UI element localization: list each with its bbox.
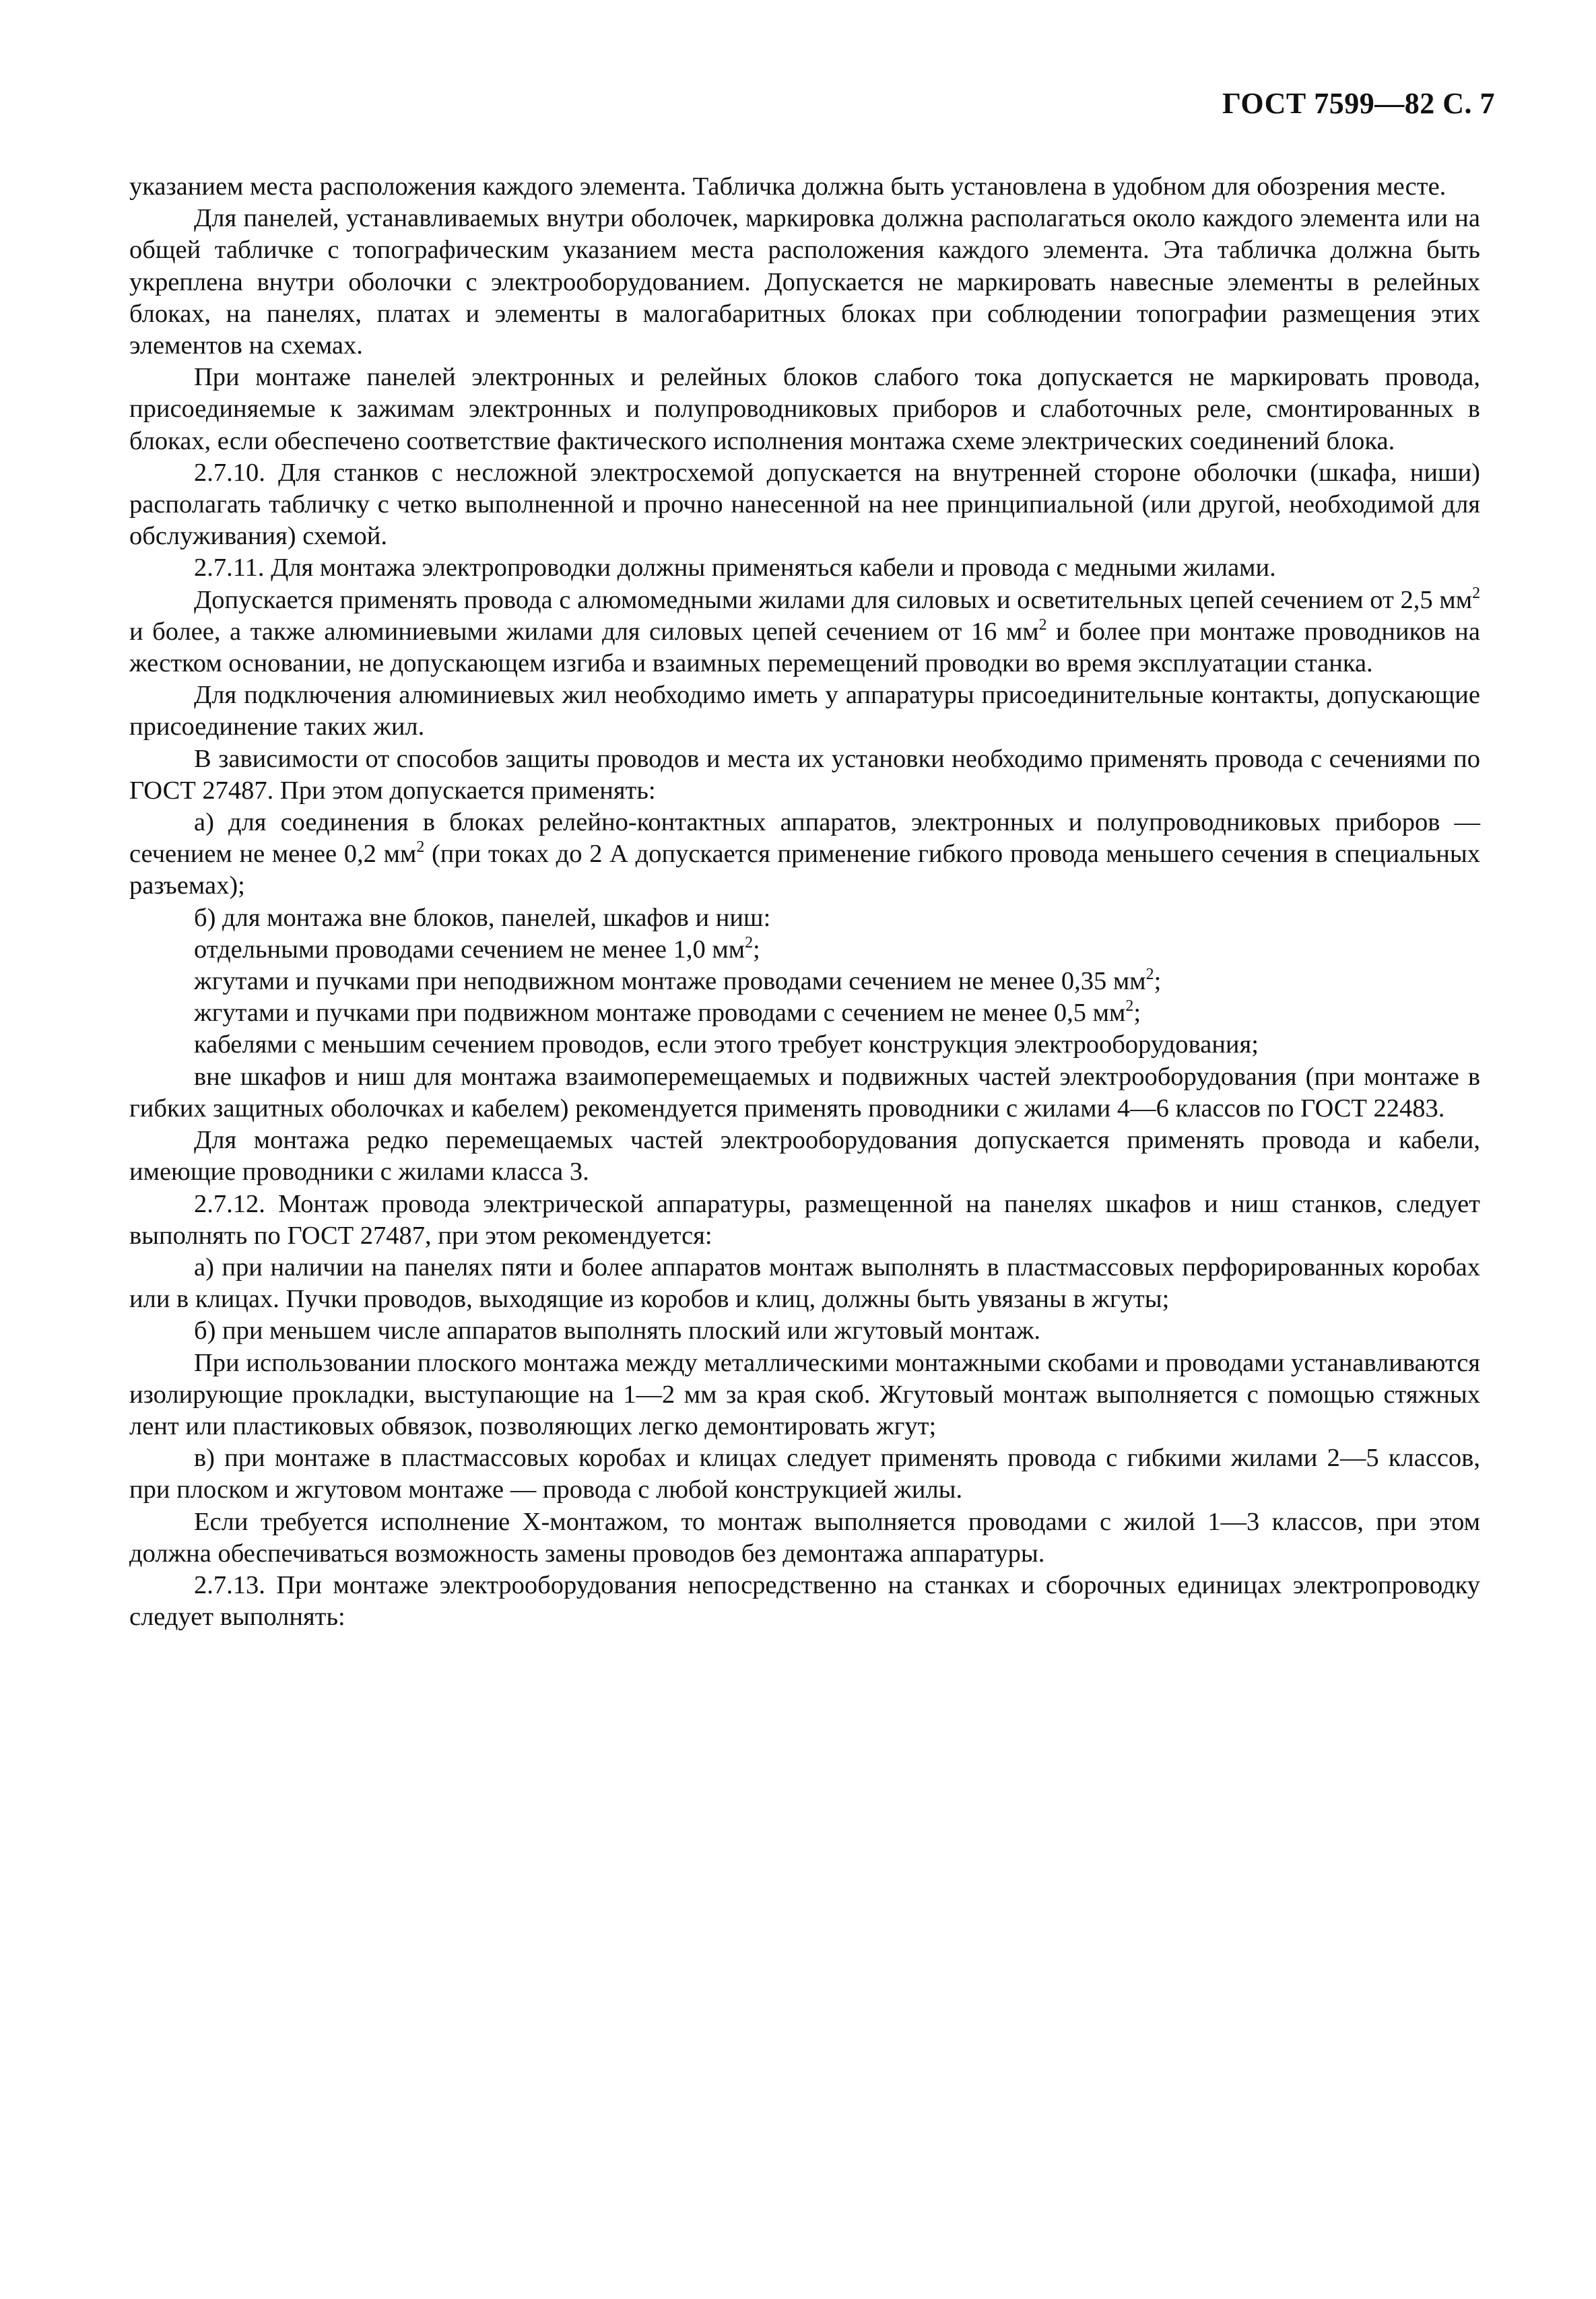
paragraph: указанием места расположения каждого элемента. Табличка должна быть установлена в удобном для обозрения месте. bbox=[129, 172, 1447, 201]
paragraph: Для монтажа редко перемещаемых частей электрооборудования допускается применять провода и кабели, имеющие проводники с жилами класса 3. bbox=[129, 1126, 1480, 1187]
clause-2-7-12: 2.7.12. Монтаж провода электрической аппаратуры, размещенной на панелях шкафов и ниш станков, следует выполнять по ГОСТ 27487, при этом рекомендуется: bbox=[129, 1189, 1480, 1250]
paragraph: Для подключения алюминиевых жил необходимо иметь у аппаратуры присоединительные контакты, допускающие присоединение таких жил. bbox=[129, 681, 1480, 741]
paragraph: При использовании плоского монтажа между металлическими монтажными скобами и проводами устанавливаются изолирующие прокладки, выступающие на 1—2 мм за края скоб. Жгутовый монтаж выполняется с помощью стяжных лент или пластиковых обвязок, позволяющих легко демонтировать жгут; bbox=[129, 1348, 1480, 1440]
sub-item: отдельными проводами сечением не менее 1,0 $мм^2$; bbox=[194, 934, 760, 964]
paragraph: Если требуется исполнение Х-монтажом, то монтаж выполняется проводами с жилой 1—3 классов, при этом должна обеспечиваться возможность замены проводов без демонтажа аппаратуры. bbox=[129, 1507, 1480, 1568]
list-item-b: б) при меньшем числе аппаратов выполнять плоский или жгутовый монтаж. bbox=[194, 1317, 1040, 1345]
sub-item: жгутами и пучками при неподвижном монтаже проводами сечением не менее 0,35 $мм^2$; bbox=[194, 966, 1162, 996]
superscript-2: 2 bbox=[1472, 584, 1480, 602]
list-item-b: б) для монтажа вне блоков, панелей, шкафов и ниш: bbox=[194, 903, 771, 932]
superscript-2: 2 bbox=[416, 838, 425, 857]
superscript-2: 2 bbox=[1125, 997, 1134, 1015]
superscript-2: 2 bbox=[745, 934, 754, 952]
list-item-a: а) при наличии на панелях пяти и более аппаратов монтаж выполнять в пластмассовых перфорированных коробах или в клицах. Пучки проводов, выходящие из коробов и клиц, должны быть увязаны в жгуты; bbox=[129, 1253, 1480, 1314]
superscript-2: 2 bbox=[1038, 616, 1047, 634]
superscript-2: 2 bbox=[1145, 966, 1154, 984]
sub-item: кабелями с меньшим сечением проводов, если этого требует конструкция электрооборудования; bbox=[194, 1030, 1259, 1059]
paragraph: В зависимости от способов защиты проводов и места их установки необходимо применять провода с сечениями по ГОСТ 27487. При этом допускается применять: bbox=[129, 744, 1480, 805]
sub-item: вне шкафов и ниш для монтажа взаимоперемещаемых и подвижных частей электрооборудования (при монтаже в гибких защитных оболочках и кабелем) рекомендуется применять проводники с жилами 4—6 классов по ГОСТ 22483. bbox=[129, 1062, 1480, 1123]
page-header: ГОСТ 7599—82 С. 7 bbox=[1222, 87, 1495, 120]
document-body bbox=[129, 171, 1480, 1633]
list-item-a: а) для соединения в блоках релейно-контактных аппаратов, электронных и полупроводниковых приборов — сечением не менее 0,2 $мм^2$ (при токах до 2 А допускается применение гибкого провода меньшего сечения в специальных разъемах); bbox=[129, 808, 1480, 900]
clause-2-7-13: 2.7.13. При монтаже электрооборудования непосредственно на станках и сборочных единицах электропроводку следует выполнять: bbox=[129, 1570, 1480, 1632]
paragraph: При монтаже панелей электронных и релейных блоков слабого тока допускается не маркировать провода, присоединяемые к зажимам электронных и полупроводниковых приборов и слаботочных реле, смонтированных в блоках, если обеспечено соответствие фактического исполнения монтажа схеме электрических соединений блока. bbox=[129, 363, 1480, 455]
paragraph: Допускается применять провода с алюмомедными жилами для силовых и осветительных цепей сечением от 2,5 $мм^2$ и более, а также алюминиевыми жилами для силовых цепей сечением от 16 $мм^2$ и более при монтаже проводников на жестком основании, не допускающем изгиба и взаимных перемещений проводки во время эксплуатации станка. bbox=[129, 584, 1480, 678]
paragraph: Для панелей, устанавливаемых внутри оболочек, маркировка должна располагаться около каждого элемента или на общей табличке с топографическим указанием места расположения каждого элемента. Эта табличка должна быть укреплена внутри оболочки с электрооборудованием. Допускается не маркировать навесные элементы в релейных блоках, на панелях, платах и элементы в малогабаритных блоках при соблюдении топографии размещения этих элементов на схемах. bbox=[129, 204, 1480, 360]
list-item-c: в) при монтаже в пластмассовых коробах и клицах следует применять провода с гибкими жилами 2—5 классов, при плоском и жгутовом монтаже — провода с любой конструкцией жилы. bbox=[129, 1444, 1480, 1504]
clause-2-7-10: 2.7.10. Для станков с несложной электросхемой допускается на внутренней стороне оболочки (шкафа, ниши) располагать табличку с четко выполненной и прочно нанесенной на нее принципиальной (или другой, необходимой для обслуживания) схемой. bbox=[129, 458, 1480, 551]
clause-2-7-11: 2.7.11. Для монтажа электропроводки должны применяться кабели и провода с медными жилами. bbox=[194, 554, 1276, 582]
sub-item: жгутами и пучками при подвижном монтаже проводами с сечением не менее 0,5 $мм^2$; bbox=[194, 997, 1141, 1028]
